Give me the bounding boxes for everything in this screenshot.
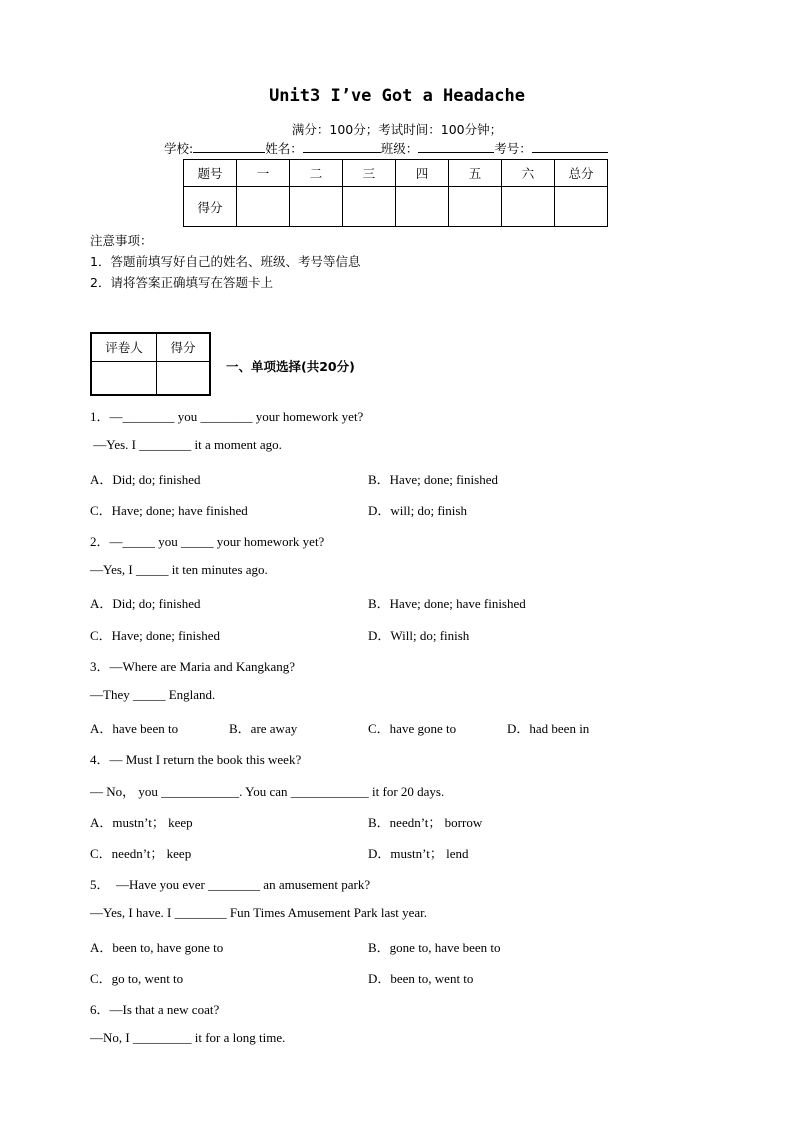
option-b[interactable]: B．gone to, have been to (368, 940, 501, 955)
option-b[interactable]: B．are away (229, 721, 298, 736)
score-cell[interactable] (237, 187, 290, 227)
score-cell[interactable] (555, 187, 608, 227)
question-reply: —No, I _________ it for a long time. (90, 1030, 286, 1045)
exam-info: 满分：100分；考试时间：100分钟； (291, 122, 503, 137)
grader-header-row (91, 333, 210, 361)
page-title: Unit3 I’ve Got a Headache (269, 86, 525, 106)
name-label: 姓名： (265, 141, 303, 156)
number-blank[interactable] (532, 140, 608, 153)
question-reply: — No， you ____________. You can ____________ it for 20 days. (90, 784, 445, 799)
question-stem: 4．— Must I return the book this week? (90, 752, 302, 767)
question-reply: —Yes, I have. I ________ Fun Times Amusement Park last year. (90, 905, 428, 920)
option-a[interactable]: A．mustn’t； keep (90, 815, 193, 830)
option-a[interactable]: A．Did; do; finished (90, 596, 201, 611)
score-cell[interactable] (396, 187, 449, 227)
class-label: 班级： (380, 141, 419, 156)
student-info-line (164, 139, 608, 157)
score-header-cell: 总分 (555, 160, 608, 187)
note-item: 1．答题前填写好自己的姓名、班级、考号等信息 (90, 254, 361, 269)
score-cell[interactable] (290, 187, 343, 227)
notes-heading: 注意事项： (90, 233, 153, 248)
question-stem: 2．—_____ you _____ your homework yet? (90, 534, 325, 549)
option-a[interactable]: A．been to, have gone to (90, 940, 224, 955)
option-d[interactable]: D．been to, went to (368, 971, 474, 986)
question-stem: 6．—Is that a new coat? (90, 1002, 220, 1017)
score-header-cell: 三 (343, 160, 396, 187)
option-c[interactable]: C．needn’t； keep (90, 846, 192, 861)
number-label: 考号： (494, 141, 532, 156)
score-header-cell: 六 (502, 160, 555, 187)
grader-header-cell: 评卷人 (91, 333, 157, 361)
score-table (183, 159, 608, 227)
class-blank[interactable] (418, 140, 494, 153)
grader-cell[interactable] (157, 361, 211, 395)
grader-table (90, 332, 211, 396)
question-stem: 1．—________ you ________ your homework yet? (90, 409, 364, 424)
option-d[interactable]: D．had been in (507, 721, 590, 736)
note-item: 2．请将答案正确填写在答题卡上 (90, 275, 273, 290)
option-a[interactable]: A．have been to (90, 721, 179, 736)
option-b[interactable]: B．needn’t； borrow (368, 815, 483, 830)
score-cell[interactable] (449, 187, 502, 227)
score-header-cell: 题号 (184, 160, 237, 187)
option-b[interactable]: B．Have; done; have finished (368, 596, 526, 611)
score-row (184, 187, 608, 227)
option-c[interactable]: C．Have; done; have finished (90, 503, 248, 518)
option-b[interactable]: B．Have; done; finished (368, 472, 498, 487)
score-header-cell: 五 (449, 160, 502, 187)
question-stem: 5． —Have you ever ________ an amusement park? (90, 877, 371, 892)
grader-row (91, 361, 210, 395)
question-reply: —Yes, I _____ it ten minutes ago. (90, 562, 268, 577)
option-c[interactable]: C．go to, went to (90, 971, 184, 986)
option-a[interactable]: A．Did; do; finished (90, 472, 201, 487)
score-cell[interactable] (343, 187, 396, 227)
question-stem: 3．—Where are Maria and Kangkang? (90, 659, 296, 674)
school-label: 学校: (164, 141, 194, 156)
option-d[interactable]: D．mustn’t； lend (368, 846, 469, 861)
question-reply: —Yes. I ________ it a moment ago. (90, 437, 282, 452)
score-header-cell: 一 (237, 160, 290, 187)
score-cell[interactable] (502, 187, 555, 227)
score-header-cell: 二 (290, 160, 343, 187)
school-blank[interactable] (193, 140, 265, 153)
section-title: 一、单项选择(共20分) (226, 359, 355, 374)
score-header-cell: 四 (396, 160, 449, 187)
score-header-row (184, 160, 608, 187)
question-reply: —They _____ England. (90, 687, 216, 702)
option-d[interactable]: D．will; do; finish (368, 503, 467, 518)
option-c[interactable]: C．Have; done; finished (90, 628, 220, 643)
score-row-label: 得分 (184, 187, 237, 227)
grader-cell[interactable] (91, 361, 157, 395)
option-d[interactable]: D．Will; do; finish (368, 628, 470, 643)
name-blank[interactable] (303, 140, 381, 153)
grader-header-cell: 得分 (157, 333, 211, 361)
option-c[interactable]: C．have gone to (368, 721, 457, 736)
